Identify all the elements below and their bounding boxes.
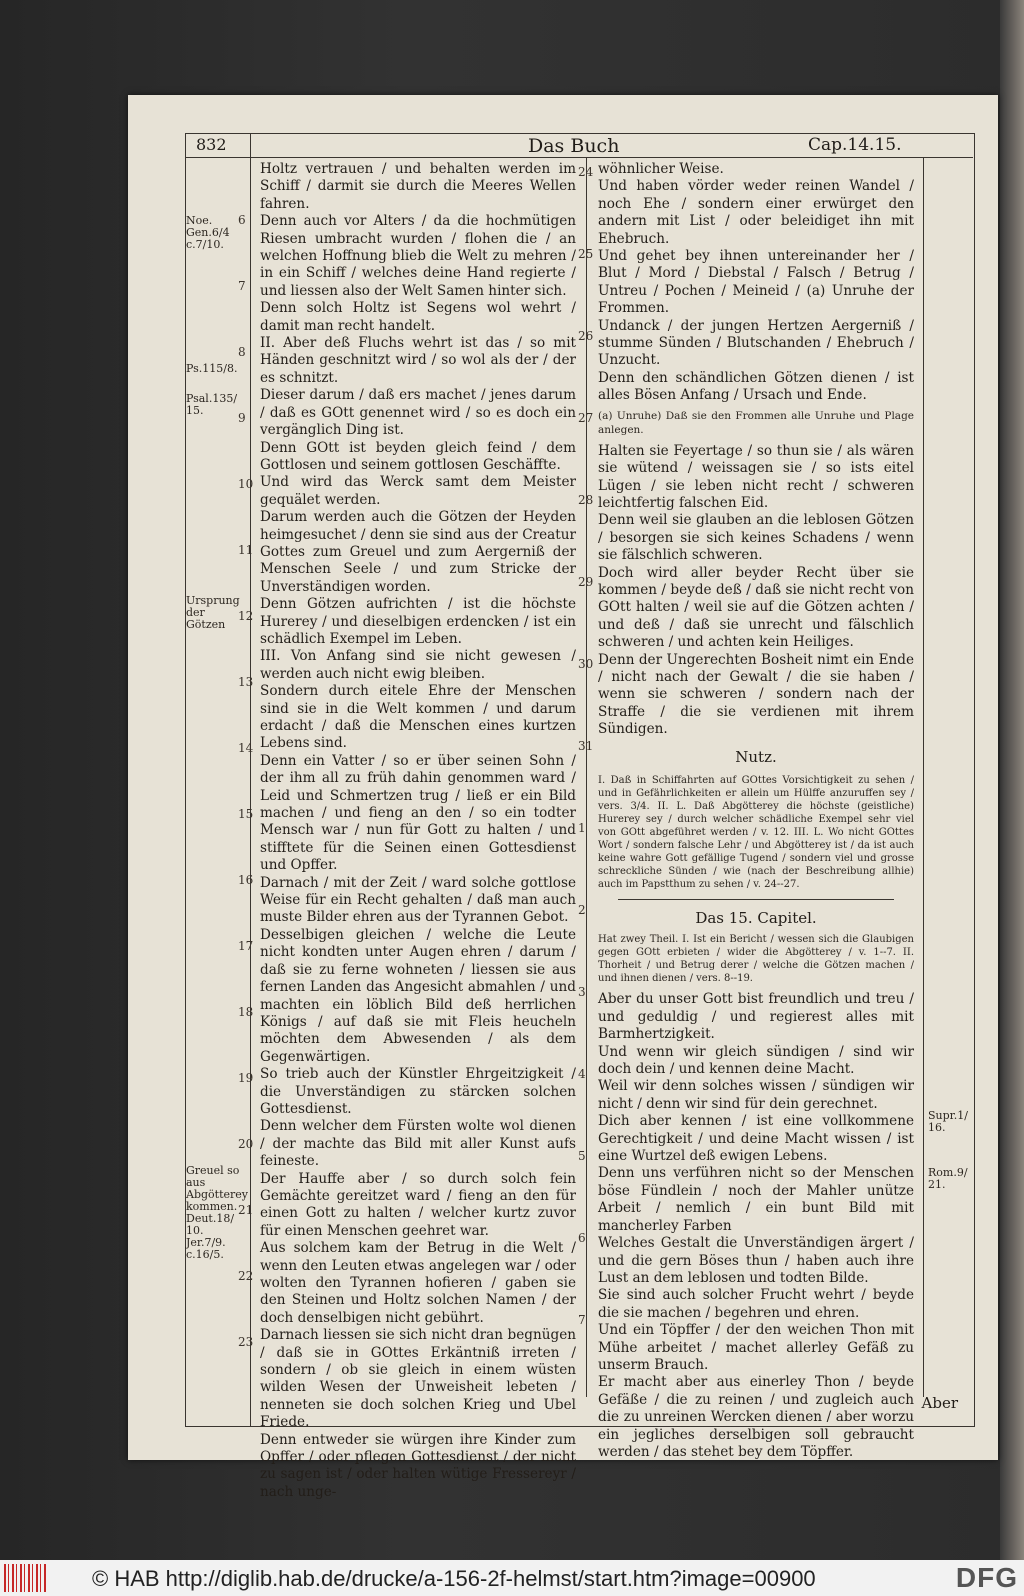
verse-number: 20 <box>238 1137 254 1151</box>
text-paragraph: Undanck / der jungen Hertzen Aergerniß / stumme Sünden / Blutschanden / Ehebruch / Unzucht. <box>598 317 914 369</box>
verse-number: 13 <box>238 675 254 689</box>
verse-number: 3 <box>578 985 586 999</box>
verse-number: 16 <box>238 873 254 887</box>
page-number: 832 <box>196 135 227 154</box>
right-text-column <box>598 161 914 1461</box>
text-paragraph: Denn Götzen aufrichten / ist die höchste Hurerey / und dieselbigen erdencken / ist ein schädlich Exempel im Leben. <box>260 596 576 647</box>
verse-number: 24 <box>578 165 594 179</box>
verse-number: 21 <box>238 1203 254 1217</box>
verse-number: 12 <box>238 609 254 623</box>
margin-rule-right <box>923 157 924 1397</box>
text-paragraph: Sie sind auch solcher Frucht wehrt / beyde die sie machen / begehren und ehren. <box>598 1287 914 1321</box>
verse-number: 14 <box>238 741 254 755</box>
chapter-reference: Cap.14.15. <box>808 135 902 155</box>
nutz-text: I. Daß in Schiffahrten auf GOttes Vorsichtigkeit zu sehen / und in Gefährlichkeiten er allein um Hülffe anzuruffen sey / vers. 3/4. II. L. Daß Abgötterey die höchste (geistliche) Hurerey sey / durch welcher schädliche Exempel sehr viel von GOtt abgeführet werden / v. 12. III. L. Wo nicht GOttes Wort / sondern falsche Lehr / und Abgötterey ist / da ist auch keine wahre Gott gefällige Tugend / sondern viel und grosse schreckliche Sünden / wie (nach der Beschreibung allhie) auch im Papstthum zu sehen / v. 24--27. <box>598 775 914 890</box>
text-paragraph: Halten sie Feyertage / so thun sie / als wären sie wütend / weissagen sie / so ists eitel Lügen / sie leben nicht recht / schweren leichtfertig falschen Eid. <box>598 442 914 511</box>
text-paragraph: Sondern durch eitele Ehre der Menschen sind sie in die Welt kommen / und darum erdacht / daß die Menschen eines kurtzen Lebens sind. <box>260 683 576 752</box>
text-paragraph: Denn solch Holtz ist Segens wol wehrt / damit man recht handelt. <box>260 300 576 334</box>
verse-number: 22 <box>238 1269 254 1283</box>
verse-number: 1 <box>578 821 586 835</box>
text-paragraph: Holtz vertrauen / und behalten werden im Schiff / darmit sie durch die Meeres Wellen fahren. <box>260 161 576 212</box>
text-paragraph: Aus solchem kam der Betrug in die Welt / wenn den Leuten etwas angelegen war / oder wolten den Tyrannen hofieren / gaben sie den Steinen und Holtz solchen Namen / der doch denselbigen nicht gebührt. <box>260 1240 576 1326</box>
verse-number: 30 <box>578 657 594 671</box>
text-paragraph: Denn der Ungerechten Bosheit nimt ein Ende / nicht nach der Gewalt / die sie haben / wenn sie schweren / sondern nach der Straffe / die sie verdienen mit ihrem Sündigen. <box>598 651 914 738</box>
margin-note-ps115: Ps.115/8. <box>186 362 238 375</box>
text-paragraph: Und haben vörder weder reinen Wandel / noch Ehe / sondern einer erwürget den andern mit List / oder beleidiget ihn mit Ehebruch. <box>598 178 914 247</box>
margin-note-ps135: Psal.135/ 15. <box>186 392 238 417</box>
copyright-url[interactable]: © HAB http://diglib.hab.de/drucke/a-156-2f-helmst/start.htm?image=00900 <box>92 1566 816 1591</box>
verse-number: 4 <box>578 1067 586 1081</box>
chapter-title: Das 15. Capitel. <box>695 909 817 927</box>
text-paragraph: Denn weil sie glauben an die leblosen Götzen / besorgen sie sich keines Schadens / wenn sie fälschlich schweren. <box>598 512 914 564</box>
text-paragraph: Und ein Töpffer / der den weichen Thon mit Mühe arbeitet / machet allerley Gefäß zu unserm Brauch. <box>598 1322 914 1373</box>
column-rule <box>586 157 587 1397</box>
text-paragraph: So trieb auch der Künstler Ehrgeitzigkeit / die Unverständigen zu stärcken solchen Gottesdienst. <box>260 1066 576 1117</box>
text-paragraph: Denn entweder sie würgen ihre Kinder zum Opffer / oder pflegen Gottesdienst / der nicht zu sagen ist / oder halten wütige Fressereyr / nach unge- <box>260 1431 576 1500</box>
verse-number: 2 <box>578 903 586 917</box>
text-paragraph: Und wenn wir gleich sündigen / sind wir doch dein / und kennen deine Macht. <box>598 1043 914 1078</box>
text-paragraph: Darnach liessen sie sich nicht dran begnügen / daß sie in GOttes Erkäntniß irreten / sondern / ob sie gleich in einem wüsten wilden Wesen der Unweisheit lebeten / nenneten sie doch solchen Krieg und Ubel Friede. <box>260 1327 576 1431</box>
text-paragraph: Der Hauffe aber / so durch solch fein Gemächte gereitzet ward / fieng an den für einen Gott zu halten / welcher kurtz zuvor für einen Menschen geehret war. <box>260 1170 576 1239</box>
verse-number: 9 <box>238 411 246 425</box>
text-paragraph: Aber du unser Gott bist freundlich und treu / und geduldig / und regierest alles mit Barmhertzigkeit. <box>598 991 914 1043</box>
margin-note-rom: Rom.9/ 21. <box>928 1166 968 1191</box>
text-paragraph: Desselbigen gleichen / welche die Leute nicht kondten unter Augen ehren / darum / daß sie zu ferne wohneten / liessen sie aus fernen Landen das Angesicht abmahlen / und machten ein löblich Bild deß herrlichen Königs / auf daß sie mit Fleis heucheln möchten dem Abwesenden / als dem Gegenwärtigen. <box>260 926 576 1065</box>
verse-number: 7 <box>578 1313 586 1327</box>
header-rule <box>185 157 973 158</box>
verse-number: 6 <box>238 213 246 227</box>
text-paragraph: Weil wir denn solches wissen / sündigen wir nicht / denn wir sind für dein gerechnet. <box>598 1078 914 1112</box>
text-paragraph: Dieser darum / daß ers machet / jenes darum / daß es GOtt genennet wird / so es doch ein vergänglich Ding ist. <box>260 387 576 439</box>
text-paragraph: Darnach / mit der Zeit / ward solche gottlose Weise für ein Recht gehalten / daß man auch muste Bilder ehren aus der Tyrannen Gebot. <box>260 874 576 926</box>
verse-number: 28 <box>578 493 594 507</box>
text-paragraph: Denn ein Vatter / so er über seinen Sohn / der ihm all zu früh dahin genommen ward / Leid und Schmertzen trug / ließ er ein Bild machen / und fieng an den / so ein todter Mensch war / nun für Gott zu halten / und stifftete für die Seinen einen Gottesdienst und Opffer. <box>260 752 576 874</box>
verse-number: 19 <box>238 1071 254 1085</box>
verse-number: 7 <box>238 279 246 293</box>
verse-number: 26 <box>578 329 594 343</box>
chapter-summary: Hat zwey Theil. I. Ist ein Bericht / wessen sich die Glaubigen gegen GOtt erbieten / wider die Abgötterey / v. 1--7. II. Thorheit / und Betrug derer / welche die Götzen machen / und ihnen dienen / vers. 8--19. <box>598 934 914 985</box>
verse-number: 10 <box>238 477 254 491</box>
catchword: Aber <box>921 1394 958 1412</box>
footer-bar <box>0 1560 1024 1596</box>
margin-note-supr: Supr.1/ 16. <box>928 1109 968 1134</box>
margin-note-ursprung: Ursprung der Götzen <box>186 594 240 631</box>
section-divider <box>618 899 894 900</box>
margin-rule-left <box>250 133 251 1427</box>
text-paragraph: Und gehet bey ihnen untereinander her / Blut / Mord / Diebstal / Falsch / Betrug / Untreu / Pochen / Meineid / (a) Unruhe der Frommen. <box>598 248 914 317</box>
footnote: (a) Unruhe) Daß sie den Frommen alle Unruhe und Plage anlegen. <box>598 409 914 436</box>
verse-number: 23 <box>238 1335 254 1349</box>
verse-number: 27 <box>578 411 594 425</box>
text-paragraph: Und wird das Werck samt dem Meister gequälet werden. <box>260 474 576 508</box>
verse-number: 17 <box>238 939 254 953</box>
book-page <box>128 95 998 1500</box>
verse-number: 6 <box>578 1231 586 1245</box>
text-paragraph: Er macht aber aus einerley Thon / beyde Gefäße / die zu reinen / und zugleich auch die zu unreinen Wercken dienen / aber worzu ein jegliches derselbigen soll gebraucht werden / das stehet bey dem Töpffer. <box>598 1374 914 1460</box>
verse-number: 5 <box>578 1149 586 1163</box>
verse-number: 8 <box>238 345 246 359</box>
dfg-logo: DFG <box>955 1562 1018 1593</box>
verse-number: 25 <box>578 247 594 261</box>
text-paragraph: Welches Gestalt die Unverständigen ärgert / und die gern Böses thun / haben auch ihre Lust an dem leblosen und todten Bilde. <box>598 1235 914 1286</box>
verse-number: 11 <box>238 543 254 557</box>
running-title: Das Buch <box>528 135 620 157</box>
text-paragraph: Darum werden auch die Götzen der Heyden heimgesuchet / denn sie sind aus der Creatur Gottes zum Greuel und zum Aergerniß der Menschen Seele / und zum Stricke der Unverständigen worden. <box>260 509 576 595</box>
text-paragraph: Denn den schändlichen Götzen dienen / ist alles Bösen Anfang / Ursach und Ende. <box>598 369 914 404</box>
text-paragraph: Denn uns verführen nicht so der Menschen böse Fündlein / noch der Mahler unütze Arbeit / nemlich / ein bunt Bild mit mancherley Farben <box>598 1165 914 1234</box>
text-paragraph: II. Aber deß Fluchs wehrt ist das / so mit Händen geschnitzt wird / so wol als der / der es schnitzt. <box>260 335 576 386</box>
verse-number: 31 <box>578 739 594 753</box>
text-paragraph: III. Von Anfang sind sie nicht gewesen / werden auch nicht ewig bleiben. <box>260 648 576 682</box>
text-paragraph: Denn welcher dem Fürsten wolte wol dienen / der machte das Bild mit aller Kunst aufs feineste. <box>260 1118 576 1170</box>
text-paragraph: Denn GOtt ist beyden gleich feind / dem Gottlosen und seinem gottlosen Geschäffte. <box>260 439 576 473</box>
text-paragraph: Denn auch vor Alters / da die hochmütigen Riesen umbracht wurden / flohen die / an welchen Hoffnung blieb die Welt zu mehren / in ein Schiff / welches deine Hand regierte / und liessen also der Welt Samen hinter sich. <box>260 213 576 299</box>
text-paragraph: Doch wird aller beyder Recht über sie kommen / beyde deß / daß sie nicht recht von GOtt halten / weil sie auf die Götzen achten / und deß / daß sie unrecht und fälschlich schweren / und achten kein Heiliges. <box>598 564 914 651</box>
left-text-column <box>260 161 576 1501</box>
margin-note-greuel: Greuel so aus Abgötterey kommen. Deut.18/ 10. Jer.7/9. c.16/5. <box>186 1164 248 1261</box>
text-paragraph: wöhnlicher Weise. <box>598 161 724 177</box>
verse-number: 15 <box>238 807 254 821</box>
verse-number: 18 <box>238 1005 254 1019</box>
nutz-heading: Nutz. <box>735 747 777 766</box>
text-paragraph: Dich aber kennen / ist eine vollkommene Gerechtigkeit / und deine Macht wissen / ist eine Wurtzel deß ewigen Lebens. <box>598 1113 914 1165</box>
margin-note-noe: Noe. Gen.6/4 c.7/10. <box>186 214 230 251</box>
hab-barcode-logo <box>4 1564 46 1592</box>
verse-number: 29 <box>578 575 594 589</box>
book-spine <box>1000 0 1024 1560</box>
